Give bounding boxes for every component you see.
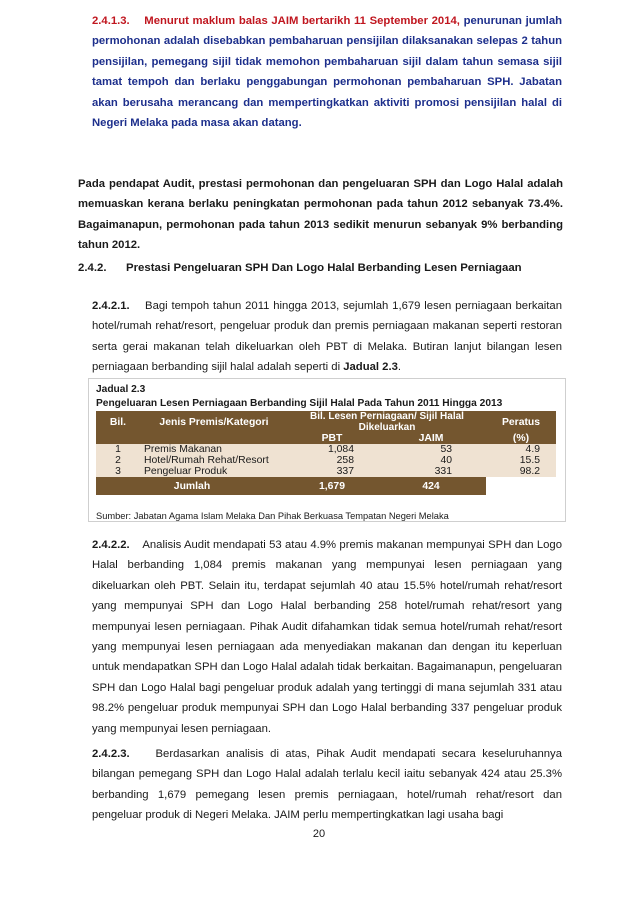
total-pbt: 1,679 <box>288 477 376 495</box>
cell-jenis: Premis Makanan <box>144 444 222 455</box>
paragraph-end: . <box>397 361 402 374</box>
table-row <box>96 444 556 455</box>
header-group: Bil. Lesen Perniagaan/ Sijil Halal Dikeluarkan <box>288 411 486 433</box>
response-detail-text: penurunan jumlah permohonan adalah disebabkan pembaharuan pensijilan dilaksanakan selepas 2 tahun pensijilan, pemegang sijil tidak memohon pembaharuan sijil dalam tahun semasa sijil tamat tempoh dan berlaku penggabungan permohonan pembaharuan SPH. Jabatan akan berusaha merancang dan mempertingkatkan aktiviti promosi pensijilan halal di Negeri Melaka pada masa akan datang. <box>92 15 562 130</box>
page-number: 20 <box>312 828 326 840</box>
section-heading-2-4-2 <box>78 262 522 274</box>
section-number: 2.4.1.3. <box>92 15 130 27</box>
cell-jaim: 331 <box>434 466 452 477</box>
section-number: 2.4.2.2. <box>92 539 130 551</box>
response-date-text: Menurut maklum balas JAIM bertarikh 11 September 2014, <box>144 15 460 27</box>
paragraph-2-4-2-2 <box>92 535 562 739</box>
cell-jenis: Pengeluar Produk <box>144 466 228 477</box>
cell-bil: 3 <box>115 466 121 477</box>
heading-title: Prestasi Pengeluaran SPH Dan Logo Halal Berbanding Lesen Perniagaan <box>126 262 522 274</box>
cell-bil: 2 <box>115 455 121 466</box>
paragraph-text: Analisis Audit mendapati 53 atau 4.9% premis makanan mempunyai SPH dan Logo Halal berbanding 1,084 premis makanan yang mempunyai lesen perniagaan yang dikeluarkan oleh PBT. Selain itu, terdapat sejumlah 40 atau 15.5% hotel/rumah rehat/resort yang mempunyai SPH dan Logo Halal berbanding 258 hotel/rumah rehat/resort yang mempunyai lesen perniagaan. Pihak Audit difahamkan tidak semua hotel/rumah rehat/resort yang mempunyai lesen perniagaan ada menyediakan makanan dan dengan itu keperluan untuk mendapatkan SPH dan Logo Halal adalah tidak berkaitan. Bagaimanapun, pengeluaran SPH dan Logo Halal bagi pengeluar produk adalah yang tertinggi di mana sejumlah 331 atau 98.2% pengeluar produk mempunyai SPH dan Logo Halal berbanding 337 pengeluar produk yang mempunyai lesen perniagaan. <box>92 539 562 735</box>
header-jenis: Jenis Premis/Kategori <box>140 411 288 433</box>
table-caption-label: Jadual 2.3 <box>96 384 146 395</box>
cell-pct: 15.5 <box>519 455 540 466</box>
table-row <box>96 455 556 466</box>
total-jaim: 424 <box>376 477 486 495</box>
header-pbt: PBT <box>288 433 376 444</box>
table-reference: Jadual 2.3 <box>343 361 398 374</box>
table-source-note: Sumber: Jabatan Agama Islam Melaka Dan Pihak Berkuasa Tempatan Negeri Melaka <box>96 511 449 521</box>
cell-pbt: 337 <box>336 466 354 477</box>
cell-pct: 4.9 <box>525 444 540 455</box>
paragraph-text: Bagi tempoh tahun 2011 hingga 2013, sejumlah 1,679 lesen perniagaan berkaitan hotel/rumah rehat/resort, pengeluar produk dan premis perniagaan makanan seperti restoran serta gerai makanan telah dikeluarkan oleh PBT di Melaka. Butiran lanjut bilangan lesen perniagaan berbanding sijil halal adalah seperti di <box>92 300 562 374</box>
cell-pbt: 1,084 <box>327 444 354 455</box>
table-row <box>96 466 556 477</box>
audit-opinion-paragraph: Pada pendapat Audit, prestasi permohonan dan pengeluaran SPH dan Logo Halal adalah memuaskan kerana berlaku peningkatan permohonan pada tahun 2012 sebanyak 73.4%. Bagaimanapun, permohonan pada tahun 2013 sedikit menurun sebanyak 9% berbanding tahun 2012. <box>78 178 563 252</box>
cell-bil: 1 <box>115 444 121 455</box>
cell-jenis: Hotel/Rumah Rehat/Resort <box>144 455 269 466</box>
header-pct: (%) <box>486 433 556 444</box>
paragraph-text: Berdasarkan analisis di atas, Pihak Audit mendapati secara keseluruhannya bilangan pemegang SPH dan Logo Halal adalah terlalu kecil iaitu sebanyak 424 atau 25.3% berbanding 1,679 pemegang lesen premis perniagaan, hotel/rumah rehat/resort dan pengeluar produk di Negeri Melaka. JAIM perlu mempertingkatkan lagi usaha bagi <box>92 748 562 822</box>
heading-number: 2.4.2. <box>78 262 107 274</box>
section-number: 2.4.2.1. <box>92 300 130 312</box>
table-caption-title: Pengeluaran Lesen Perniagaan Berbanding Sijil Halal Pada Tahun 2011 Hingga 2013 <box>96 398 503 409</box>
paragraph-2-4-2-1 <box>92 296 562 378</box>
paragraph-2-4-2-3 <box>92 744 562 826</box>
license-comparison-table <box>96 411 556 495</box>
header-peratus: Peratus <box>486 411 556 433</box>
cell-jaim: 40 <box>440 455 452 466</box>
paragraph-2-4-1-3 <box>92 11 562 133</box>
cell-pct: 98.2 <box>519 466 540 477</box>
total-label: Jumlah <box>96 477 288 495</box>
header-bil: Bil. <box>96 411 140 433</box>
section-number: 2.4.2.3. <box>92 748 130 760</box>
table-total-row <box>96 477 556 495</box>
cell-jaim: 53 <box>440 444 452 455</box>
cell-pbt: 258 <box>336 455 354 466</box>
header-jaim: JAIM <box>376 433 486 444</box>
